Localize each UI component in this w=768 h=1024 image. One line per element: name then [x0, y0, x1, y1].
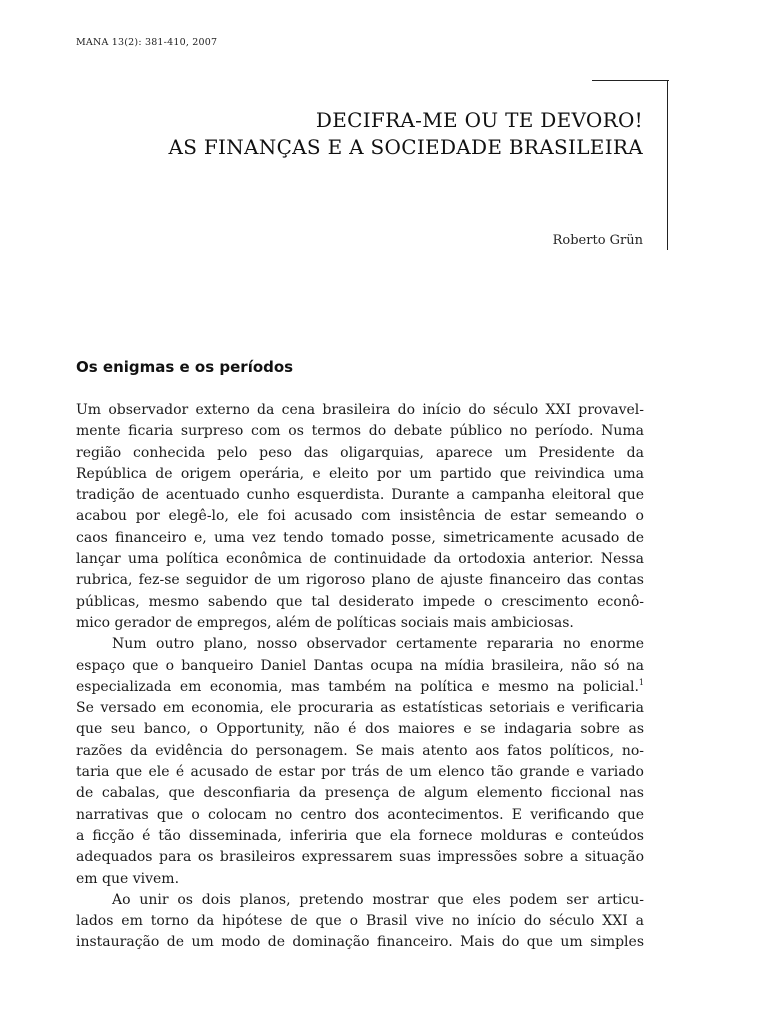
text-line: narrativas que o colocam no centro dos acontecimentos. E verificando que [76, 806, 644, 823]
text-line: Se versado em economia, ele procuraria as estatísticas setoriais e verificaria [76, 700, 644, 717]
text-line: a ficção é tão disseminada, inferiria que ela fornece molduras e conteúdos [76, 827, 644, 844]
text-line: lançar uma política econômica de continuidade da ortodoxia anterior. Nessa [76, 551, 644, 568]
article-title [168, 107, 643, 161]
text-line: razões da evidência do personagem. Se mais atento aos fatos políticos, no- [76, 742, 644, 759]
text-line: acabou por elegê-lo, ele foi acusado com insistência de estar semeando o [76, 508, 644, 525]
text-line: especializada em economia, mas também na política e mesmo na policial. [76, 678, 639, 695]
text-line: rubrica, fez-se seguidor de um rigoroso plano de ajuste financeiro das contas [76, 572, 644, 589]
text-line: caos financeiro e, uma vez tendo tomado posse, simetricamente acusado de [76, 529, 644, 546]
text-line: em que vivem. [76, 870, 180, 887]
text-line: públicas, mesmo sabendo que tal desiderato impede o crescimento econô- [76, 593, 644, 610]
text-line: que seu banco, o Opportunity, não é dos maiores e se indagaria sobre as [76, 721, 644, 738]
title-line-1: DECIFRA-ME OU TE DEVORO! [315, 108, 643, 132]
title-line-2: AS FINANÇAS E A SOCIEDADE BRASILEIRA [168, 135, 643, 159]
text-line: região conhecida pelo peso das oligarquias, aparece um Presidente da [76, 444, 644, 461]
author-name: Roberto Grün [552, 233, 643, 248]
footnote-marker[interactable]: 1 [638, 677, 644, 687]
text-line: lados em torno da hipótese de que o Brasil vive no início do século XXI a [76, 913, 644, 930]
text-line: Um observador externo da cena brasileira do início do século XXI provavel- [76, 402, 644, 418]
text-line: mico gerador de empregos, além de políticas sociais mais ambiciosas. [76, 614, 574, 631]
journal-reference: MANA 13(2): 381-410, 2007 [76, 37, 218, 48]
text-line: mente ficaria surpreso com os termos do debate público no período. Numa [76, 423, 644, 440]
corner-rule-vertical [667, 80, 668, 250]
body-text [76, 400, 644, 954]
text-line-with-footnote [76, 677, 644, 698]
text-line: taria que ele é acusado de estar por trás de um elenco tão grande e variado [76, 764, 644, 781]
text-line: República de origem operária, e eleito por um partido que reivindica uma [76, 465, 644, 482]
section-heading: Os enigmas e os períodos [76, 358, 294, 376]
text-line: adequados para os brasileiros expressarem suas impressões sobre a situação [76, 849, 644, 866]
text-line: tradição de acentuado cunho esquerdista. Durante a campanha eleitoral que [76, 487, 644, 504]
text-line: espaço que o banqueiro Daniel Dantas ocupa na mídia brasileira, não só na [76, 657, 644, 674]
text-line: de cabalas, que desconfiaria da presença de algum elemento ficcional nas [76, 785, 644, 802]
text-line: instauração de um modo de dominação financeiro. Mais do que um simples [76, 934, 644, 951]
text-line: Num outro plano, nosso observador certamente repararia no enorme [112, 636, 644, 653]
corner-rule-horizontal [592, 80, 669, 81]
text-line: Ao unir os dois planos, pretendo mostrar que eles podem ser articu- [112, 891, 644, 908]
